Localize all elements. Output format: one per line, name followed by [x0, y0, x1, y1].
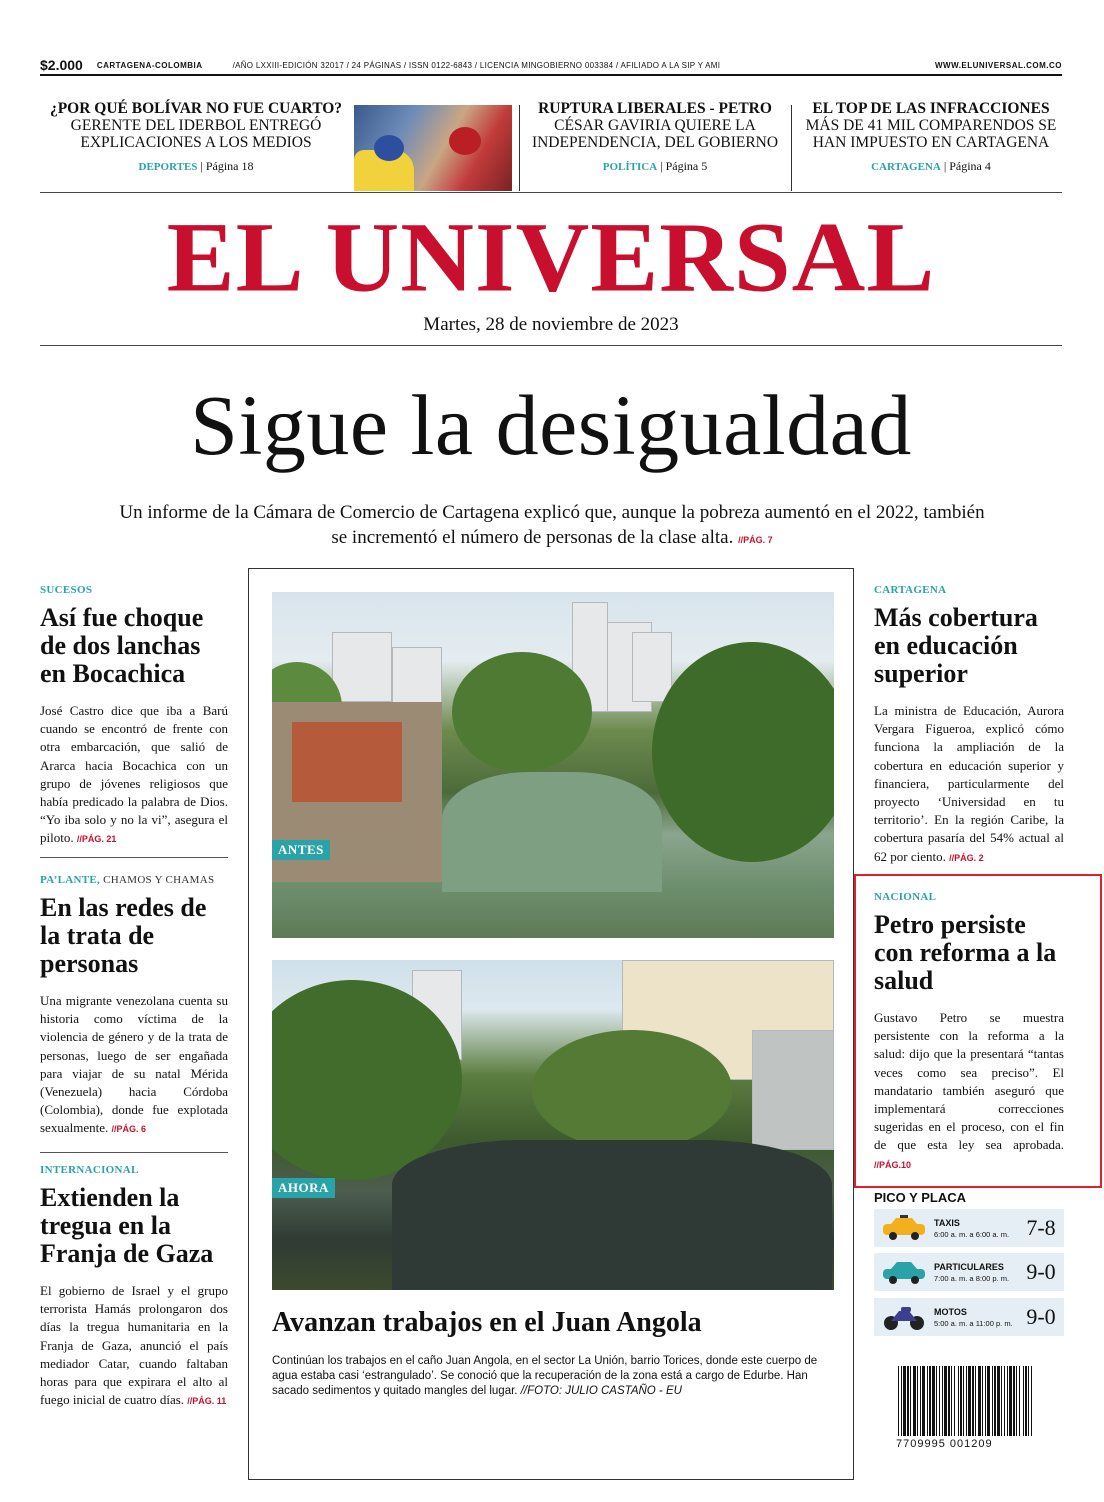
main-headline[interactable]: Sigue la desigualdad — [190, 377, 912, 473]
edition-details: /AÑO LXXIII-EDICIÓN 32017 / 24 PÁGINAS / ISSN 0122-6843 / LICENCIA MINGOBIERNO 003384 / AFILIADO A LA SIP Y AMI — [232, 60, 721, 70]
divider — [40, 192, 1062, 193]
teaser-title: EL TOP DE LAS INFRACCIONES MÁS DE 41 MIL COMPARENDOS SE HAN IMPUESTO EN CARTAGENA — [805, 100, 1057, 151]
story-internacional[interactable] — [40, 1164, 228, 1410]
story-body: El gobierno de Israel y el grupo terrorista Hamás prolongaron dos días la tregua humanitaria en la Franja de Gaza, anunció el país mediador Catar, cuando faltaban horas para que expirara el alto al fuego inicial de cuatro días. //PÁG. 11 — [40, 1283, 228, 1408]
masthead-logo: EL UNIVERSAL — [166, 202, 936, 313]
barcode-digits: 7709995 001209 — [896, 1438, 993, 1450]
story-trata[interactable] — [40, 874, 228, 1139]
story-body: La ministra de Educación, Aurora Vergara Figueroa, explicó cómo funciona la ampliación de la cobertura en educación superior y financiera, particularmente del proyecto ‘Universidad en tu territorio’. En la región Caribe, la cobertura pasaría del 54% actual al 62 por ciento. //PÁG. 2 — [874, 703, 1064, 864]
boxing-photo — [354, 105, 512, 191]
pyp-digits: 7-8 — [1026, 1215, 1056, 1240]
page-ref[interactable]: //PÁG. 2 — [949, 852, 984, 863]
teaser-title: RUPTURA LIBERALES - PETRO CÉSAR GAVIRIA QUIERE LA INDEPENDENCIA, DEL GOBIERNO — [531, 100, 779, 151]
story-body: Gustavo Petro se muestra persistente con la reforma a la salud: dijo que la presentará “tantas veces como sea preciso”. El mandatario también aseguró que implementará correcciones sugeridas en el proceso, con el fin de que esta ley sea aprobada. //PÁG.10 — [874, 1010, 1064, 1170]
pyp-hours: 7:00 a. m. a 8:00 p. m. — [934, 1273, 1010, 1283]
photo-credit: //FOTO: JULIO CASTAÑO - EU — [520, 1385, 682, 1397]
teaser-page: | Página 5 — [660, 159, 708, 173]
pyp-row-taxis — [874, 1209, 1064, 1247]
pyp-row-motos — [874, 1298, 1064, 1336]
main-deck — [110, 500, 994, 553]
story-body: Una migrante venezolana cuenta su historia como víctima de la violencia de género y de la trata de personas, luego de ser engañada para viajar de su natal Mérida (Venezuela) hacia Córdoba (Colombia), donde fue explotada sexualmente. //PÁG. 6 — [40, 993, 228, 1136]
pyp-row-particulares — [874, 1253, 1064, 1291]
page-ref[interactable]: //PÁG. 7 — [738, 535, 773, 545]
story-sucesos[interactable] — [40, 584, 228, 849]
teaser-section: CARTAGENA — [871, 161, 941, 173]
edition-info-bar — [40, 56, 1062, 76]
divider — [791, 105, 792, 191]
photo-tag-before: ANTES — [272, 840, 330, 860]
deck-text: Un informe de la Cámara de Comercio de Cartagena explicó que, aunque la pobreza aumentó en el 2022, también se incrementó el número de personas de la clase alta. — [119, 502, 985, 548]
divider — [519, 105, 520, 191]
teaser-meta — [800, 159, 1062, 174]
photo-before — [272, 592, 834, 938]
page-ref[interactable]: //PÁG.10 — [874, 1159, 912, 1170]
story-educacion[interactable] — [874, 584, 1064, 867]
car-icon — [874, 1253, 934, 1291]
teaser-cartagena[interactable] — [800, 100, 1062, 192]
story-title: Más cobertura en educación superior — [874, 603, 1038, 688]
story-body: José Castro dice que iba a Barú cuando se encontró de frente con otra embarcación, que salió de Ararca hacia Bocachica con un grupo de jóvenes religiosos que había predicado la palabra de Dios. “Yo iba solo y no la vi”, asegura el piloto. //PÁG. 21 — [40, 703, 228, 846]
story-title: Petro persiste con reforma a la salud — [874, 910, 1057, 995]
teaser-meta — [524, 159, 786, 174]
section-label: NACIONAL — [874, 891, 937, 903]
pyp-digits: 9-0 — [1026, 1259, 1056, 1284]
page-ref[interactable]: //PÁG. 11 — [187, 1396, 227, 1407]
teaser-section: POLÍTICA — [602, 161, 658, 173]
story-title: Así fue choque de dos lanchas en Bocachica — [40, 603, 204, 688]
photo-story-title[interactable]: Avanzan trabajos en el Juan Angola — [272, 1307, 702, 1338]
pyp-hours: 5:00 a. m. a 11:00 p. m. — [934, 1318, 1013, 1328]
pyp-hours: 6:00 a. m. a 6:00 a. m. — [934, 1229, 1010, 1239]
motorcycle-icon — [874, 1298, 934, 1336]
teaser-section: DEPORTES — [138, 161, 198, 173]
pyp-name: MOTOS — [934, 1306, 967, 1317]
divider — [40, 345, 1062, 346]
pico-y-placa-title: PICO Y PLACA — [874, 1190, 966, 1205]
photo-caption: Continúan los trabajos en el caño Juan Angola, en el sector La Unión, barrio Torices, donde este cuerpo de agua estaba casi ‘estrangulado’. Se conoció que la recuperación de la zona está a cargo de Edurbe. Han sacado sedimentos y quitado mangles del lugar. //FOTO: JULIO CASTAÑO - EU — [272, 1355, 818, 1397]
price: $2.000 — [40, 57, 83, 73]
section-label: CARTAGENA — [874, 584, 947, 596]
barcode — [896, 1366, 1036, 1436]
section-label: PA’LANTE, CHAMOS Y CHAMAS — [40, 874, 215, 886]
pyp-digits: 9-0 — [1026, 1304, 1056, 1329]
story-reforma-salud[interactable] — [874, 891, 1064, 1174]
section-label: SUCESOS — [40, 584, 93, 596]
teaser-page: | Página 4 — [943, 159, 991, 173]
website-link[interactable]: WWW.ELUNIVERSAL.COM.CO — [935, 60, 1062, 70]
teaser-deportes[interactable] — [40, 100, 352, 192]
section-label: INTERNACIONAL — [40, 1164, 139, 1176]
page-ref[interactable]: //PÁG. 21 — [76, 834, 117, 845]
divider — [40, 857, 228, 858]
photo-after — [272, 960, 834, 1290]
pyp-name: PARTICULARES — [934, 1261, 1004, 1272]
divider — [40, 1152, 228, 1153]
teaser-page: | Página 18 — [200, 159, 254, 173]
teaser-politica[interactable] — [524, 100, 786, 192]
publication-date: Martes, 28 de noviembre de 2023 — [423, 314, 679, 335]
photo-tag-after: AHORA — [272, 1178, 335, 1198]
story-title: En las redes de la trata de personas — [40, 893, 207, 978]
teaser-meta — [40, 159, 352, 174]
story-title: Extienden la tregua en la Franja de Gaza — [40, 1183, 214, 1268]
page-ref[interactable]: //PÁG. 6 — [111, 1124, 146, 1135]
pyp-name: TAXIS — [934, 1217, 960, 1228]
taxi-icon — [874, 1209, 934, 1247]
city-label: CARTAGENA-COLOMBIA — [96, 60, 203, 70]
teaser-title: ¿POR QUÉ BOLÍVAR NO FUE CUARTO? GERENTE DEL IDERBOL ENTREGÓ EXPLICACIONES A LOS MEDIOS — [49, 100, 343, 151]
